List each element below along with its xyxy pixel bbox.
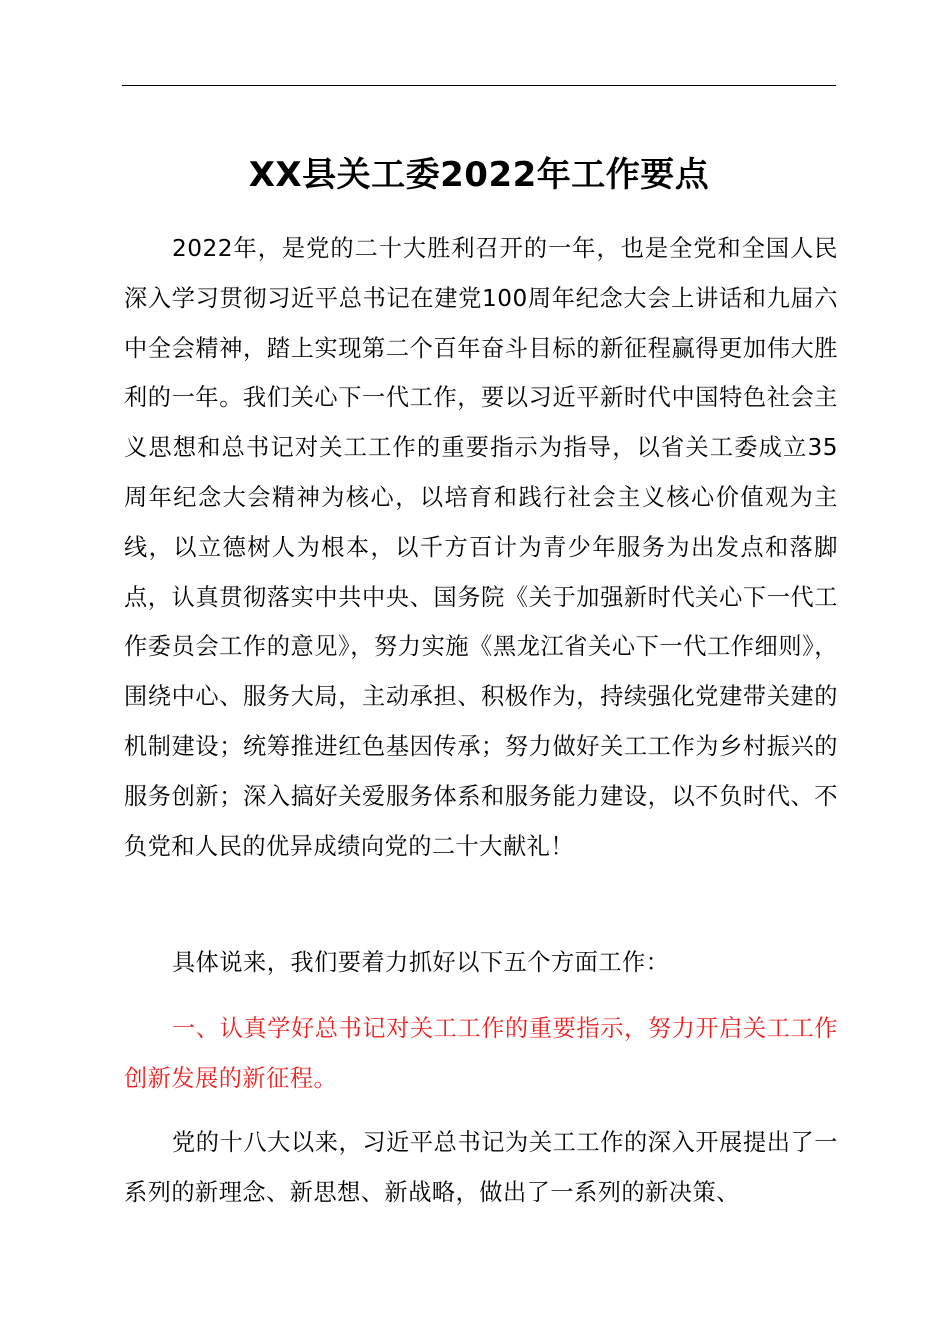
header-divider (122, 85, 836, 86)
section-1-paragraph: 党的十八大以来，习近平总书记为关工工作的深入开展提出了一系列的新理念、新思想、新战略，做出了一系列的新决策、 (124, 1129, 838, 1206)
intro-paragraph: 2022年，是党的二十大胜利召开的一年，也是全党和全国人民深入学习贯彻习近平总书记在建党100周年纪念大会上讲话和九届六中全会精神，踏上实现第二个百年奋斗目标的新征程赢得更加伟大胜利的一年。我们关心下一代工作，要以习近平新时代中国特色社会主义思想和总书记对关工工作的重要指示为指导，以省关工委成立35周年纪念大会精神为核心，以培育和践行社会主义核心价值观为主线，以立德树人为根本，以千方百计为青少年服务为出发点和落脚点，认真贯彻落实中共中央、国务院《关于加强新时代关心下一代工作委员会工作的意见》，努力实施《黑龙江省关心下一代工作细则》，围绕中心、服务大局，主动承担、积极作为，持续强化党建带关建的机制建设；统筹推进红色基因传承；努力做好关工工作为乡村振兴的服务创新；深入搞好关爱服务体系和服务能力建设，以不负时代、不负党和人民的优异成绩向党的二十大献礼！ (124, 235, 838, 860)
section-1-heading: 一、认真学好总书记对关工工作的重要指示，努力开启关工工作创新发展的新征程。 (124, 1015, 838, 1092)
lead-paragraph: 具体说来，我们要着力抓好以下五个方面工作： (172, 949, 670, 976)
document-title: XX县关工委2022年工作要点 (248, 155, 710, 195)
